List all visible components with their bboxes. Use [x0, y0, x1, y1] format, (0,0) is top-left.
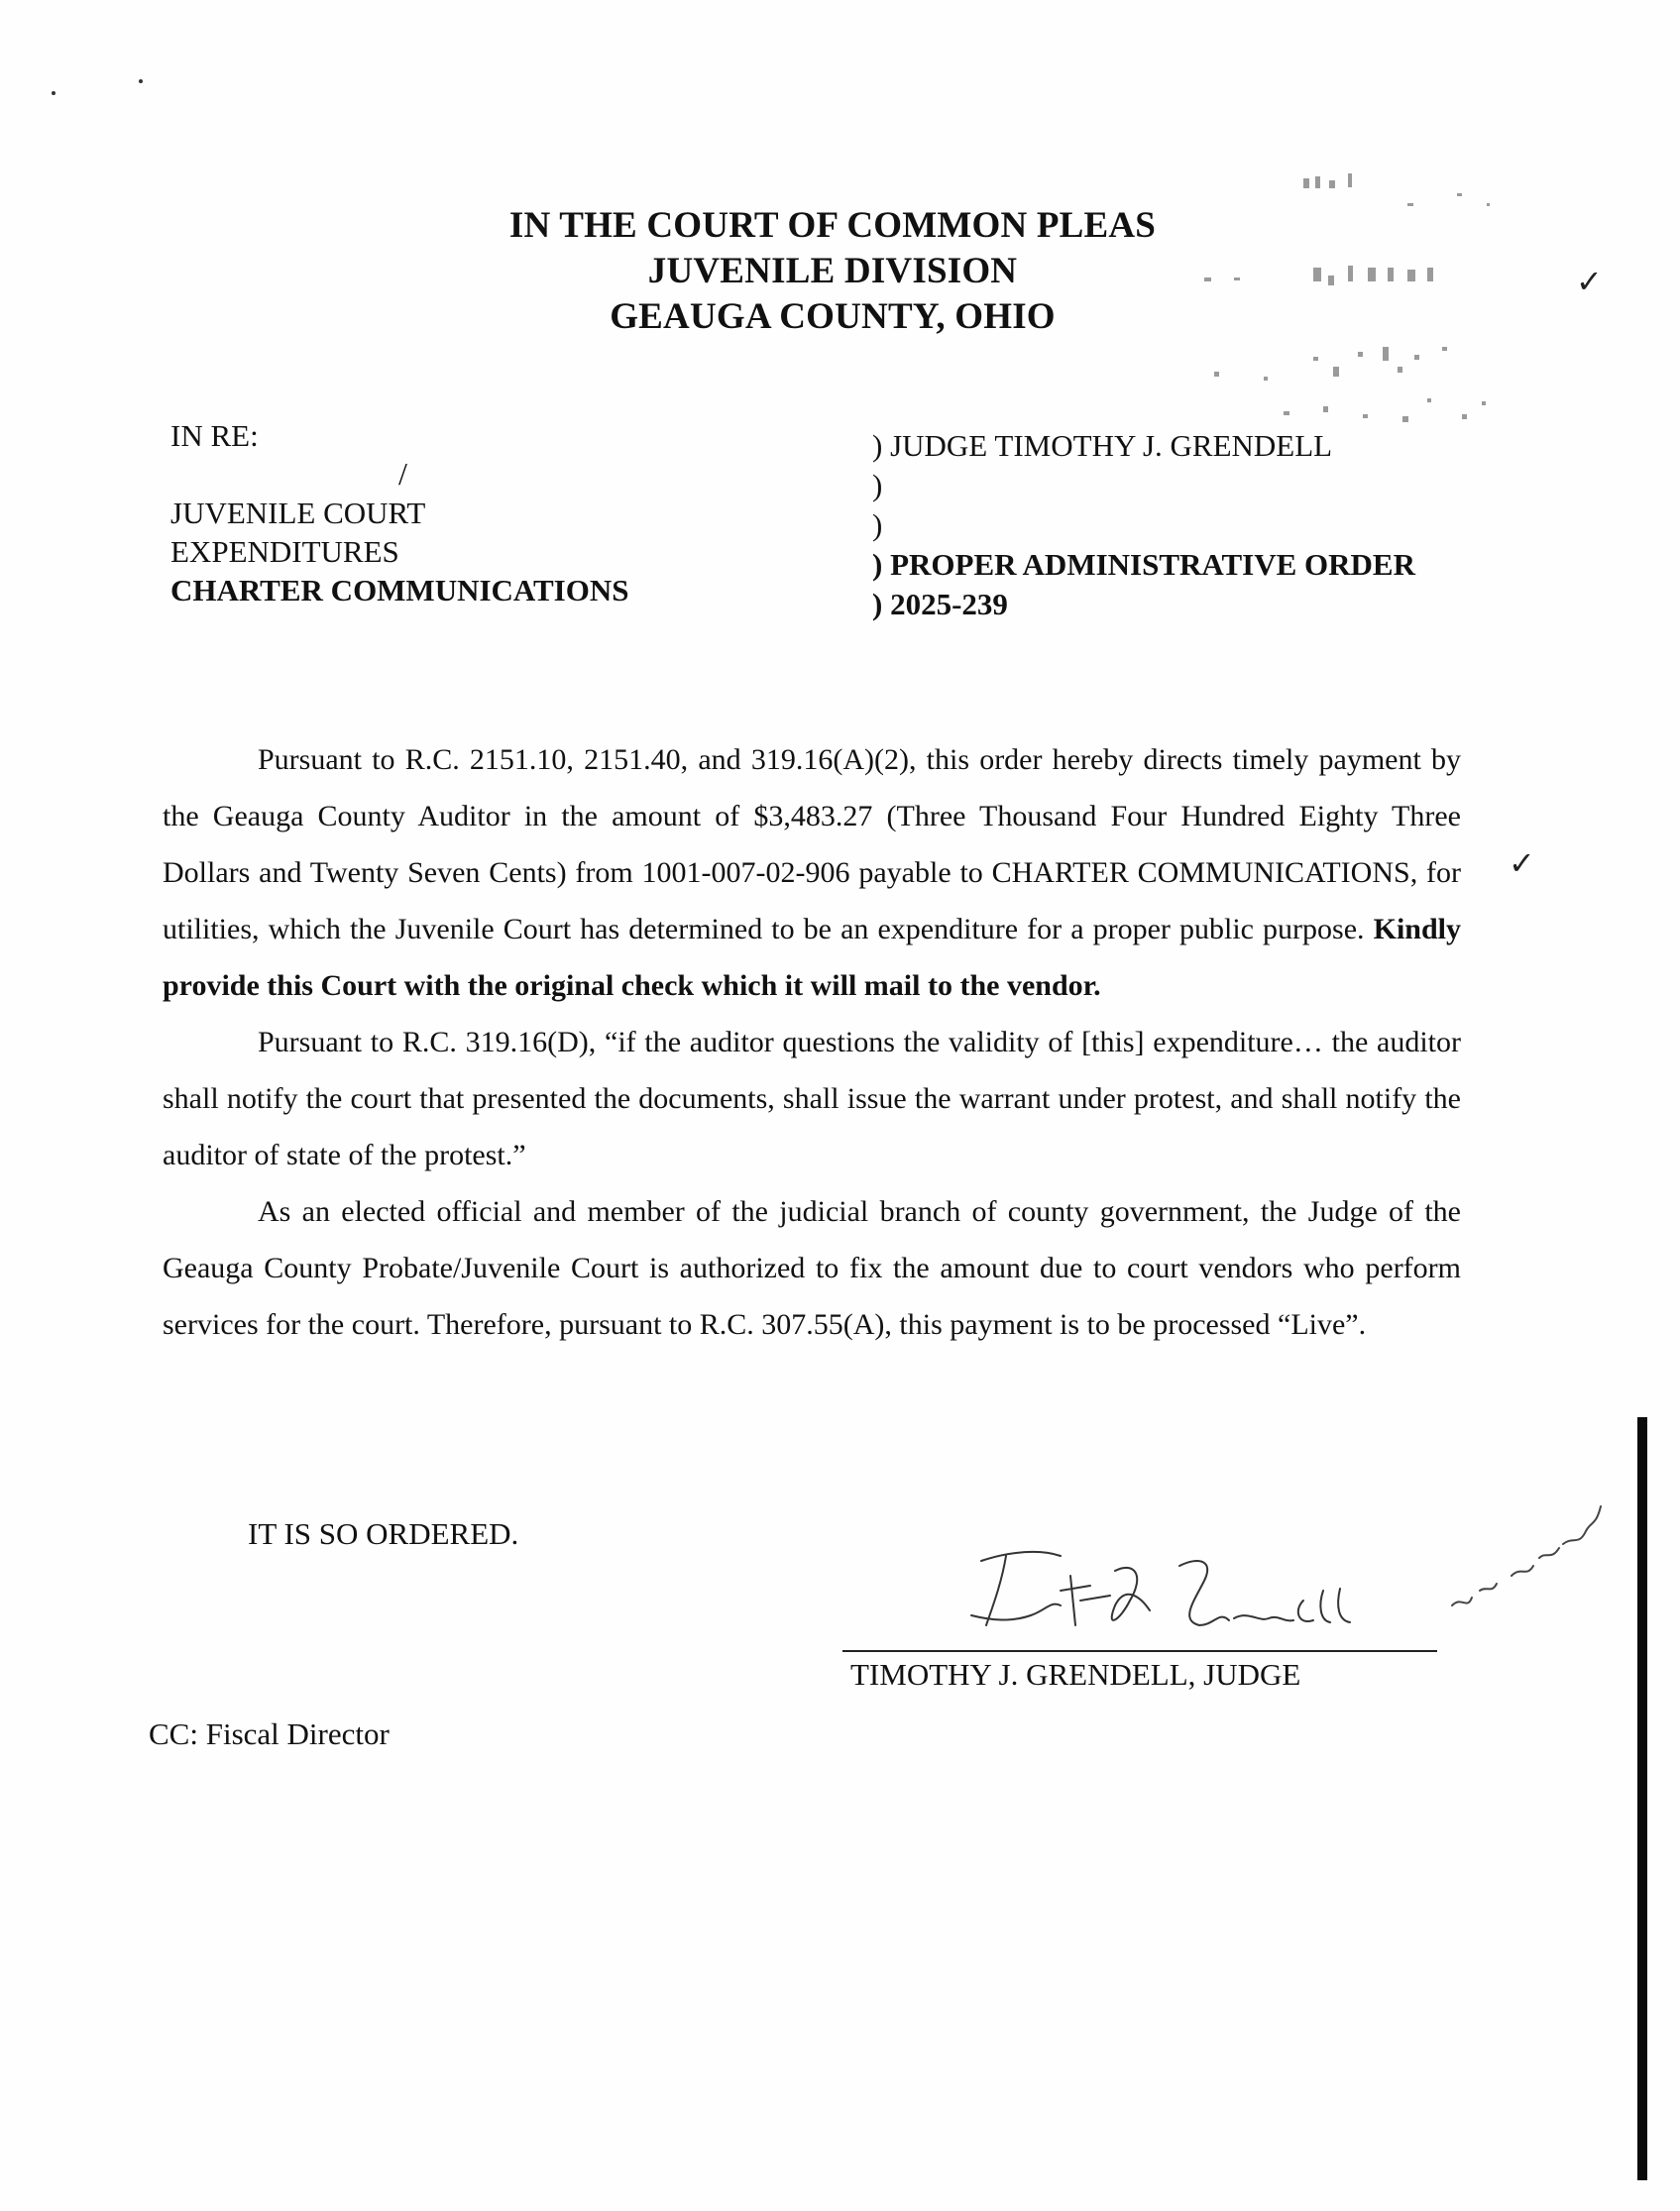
carbon-copy: CC: Fiscal Director: [149, 1716, 390, 1751]
subject-line-1: JUVENILE COURT: [170, 496, 426, 530]
check-mark: ✓: [1576, 264, 1603, 299]
scan-edge-shadow: [1637, 1417, 1647, 2180]
paragraph-text: Pursuant to R.C. 2151.10, 2151.40, and 319.16(A)(2), this order hereby directs timely payment by the Geauga County Auditor in the amount of $3,483.27 (Three Thousand Four Hundred Eighty Three Dollars and Twenty Seven Cents) from 1001-007-02-906 payable to CHARTER COMMUNICATIONS, for utilities, which the Juvenile Court has determined to be an expenditure for a proper public purpose.: [163, 743, 1461, 945]
handwritten-tick: /: [398, 456, 407, 492]
case-caption-right: [872, 426, 1415, 624]
signature-line: [842, 1650, 1437, 1652]
caption-paren: ): [872, 507, 883, 542]
judge-signature: [952, 1531, 1388, 1650]
order-title: ) PROPER ADMINISTRATIVE ORDER: [872, 547, 1415, 582]
handwritten-initials: [1442, 1487, 1611, 1625]
subject-line-2: EXPENDITURES: [170, 534, 399, 569]
order-paragraph-3: As an elected official and member of the judicial branch of county government, the Judge of the Geauga County Probate/Juvenile Court is authorized to fix the amount due to court vendors who perform services for the court. Therefore, pursuant to R.C. 307.55(A), this payment is to be processed “Live”.: [163, 1195, 1461, 1341]
court-name: IN THE COURT OF COMMON PLEAS: [508, 205, 1157, 246]
check-mark: ✓: [1509, 845, 1535, 881]
order-paragraph-2: Pursuant to R.C. 319.16(D), “if the auditor questions the validity of [this] expenditure… the auditor shall notify the court that presented the documents, shall issue the warrant under protest, and shall notify the auditor of state of the protest.”: [163, 1026, 1461, 1171]
order-body: [163, 731, 1461, 1353]
paragraph-bold-instruction: Kindly provide this Court with the original check which it will mail to the vendor.: [163, 913, 1461, 1002]
in-re-label: IN RE:: [170, 418, 259, 453]
case-caption-left: [170, 416, 629, 609]
court-division: JUVENILE DIVISION: [647, 251, 1018, 291]
court-header: [396, 203, 1269, 340]
scan-speck: [52, 91, 56, 95]
scan-speck: [139, 79, 143, 83]
judge-label: ) JUDGE TIMOTHY J. GRENDELL: [872, 428, 1333, 463]
so-ordered: IT IS SO ORDERED.: [248, 1516, 519, 1551]
judge-signature-name: TIMOTHY J. GRENDELL, JUDGE: [850, 1657, 1301, 1692]
caption-paren: ): [872, 468, 883, 502]
order-number: ) 2025-239: [872, 587, 1008, 621]
court-county: GEAUGA COUNTY, OHIO: [610, 296, 1056, 337]
subject-line-3: CHARTER COMMUNICATIONS: [170, 573, 629, 608]
order-paragraph-1: [163, 731, 1461, 1014]
